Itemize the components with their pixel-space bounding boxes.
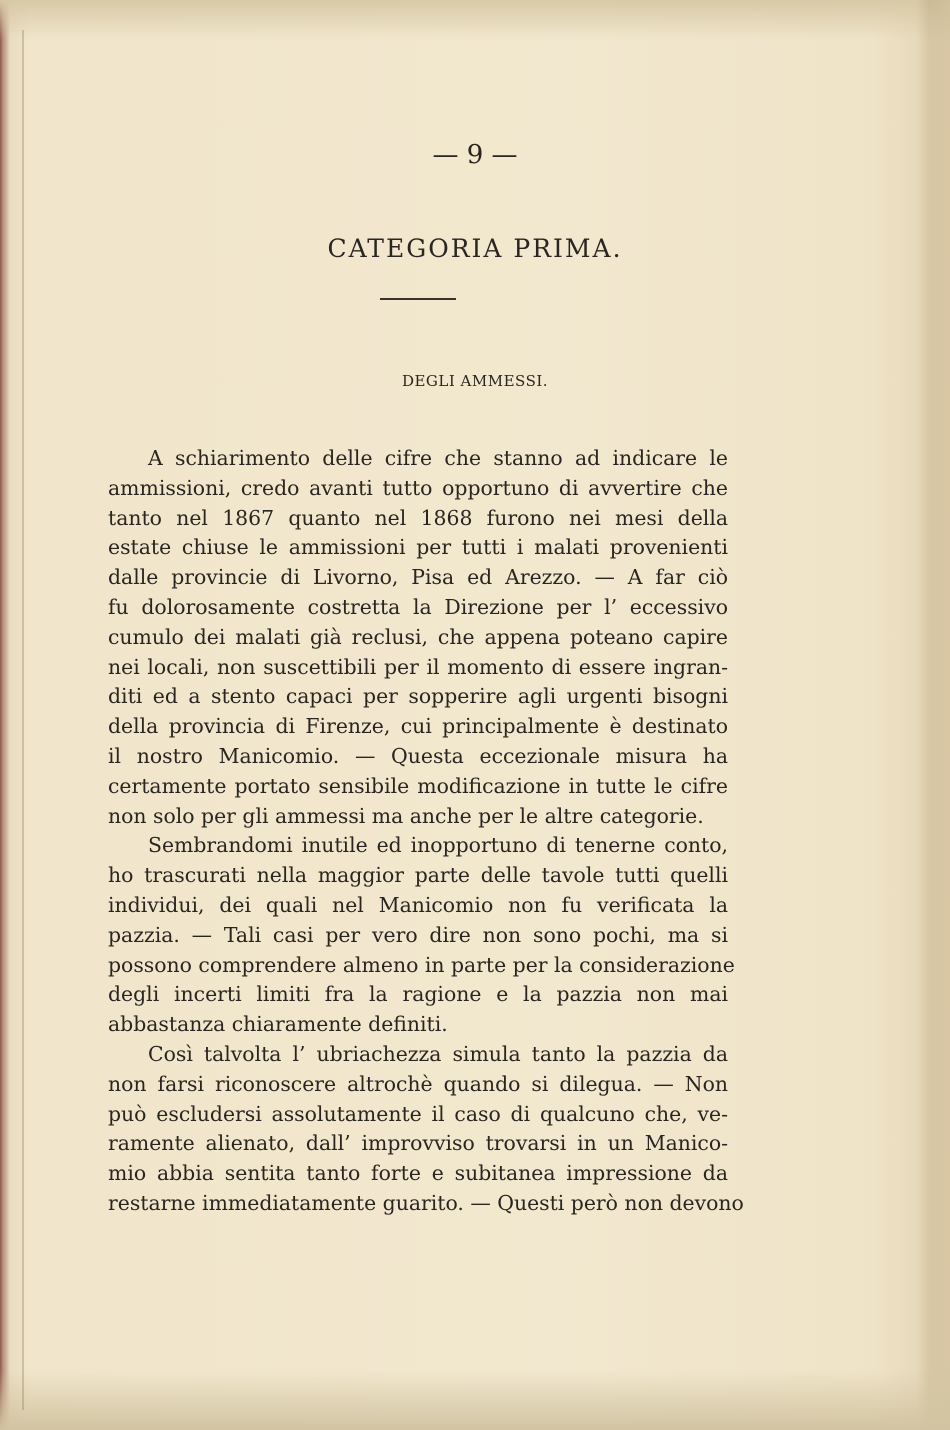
paragraph [108,1040,744,1219]
body-text [108,444,744,1219]
text-line: ammissioni, credo avanti tutto opportuno di avvertire che [108,475,728,500]
text-line: possono comprendere almeno in parte per la considerazione [108,952,735,977]
text-line: restarne immediatamente guarito. — Questi però non devono [108,1190,744,1215]
page-top-edge [0,0,950,40]
text-line: abbastanza chiaramente definiti. [108,1012,448,1037]
text-line: Sembrandomi inutile ed inopportuno di tenerne conto, [148,833,728,858]
text-line: pazzia. — Tali casi per vero dire non sono pochi, ma si [108,922,728,947]
chapter-heading: CATEGORIA PRIMA. [327,234,623,263]
text-line: Così talvolta l’ ubriachezza simula tanto la pazzia da [148,1041,728,1066]
text-line: cumulo dei malati già reclusi, che appena poteano capire [108,624,728,649]
page-number: — 9 — [432,140,518,170]
text-line: certamente portato sensibile modificazione in tutte le cifre [108,773,728,798]
text-line: tanto nel 1867 quanto nel 1868 furono nei mesi della [108,505,728,530]
text-line: fu dolorosamente costretta la Direzione per l’ eccessivo [108,594,728,619]
text-line: ho trascurati nella maggior parte delle tavole tutti quelli [108,863,728,888]
paragraph [108,444,728,831]
text-line: mio abbia sentita tanto forte e subitanea impressione da [108,1161,728,1186]
text-line: degli incerti limiti fra la ragione e la pazzia non mai [108,982,728,1007]
section-subheading: DEGLI AMMESSI. [401,372,549,390]
text-line: estate chiuse le ammissioni per tutti i malati provenienti [108,535,728,560]
text-line: diti ed a stento capaci per sopperire agli urgenti bisogni [108,684,728,709]
text-line: A schiarimento delle cifre che stanno ad indicare le [148,446,728,470]
page-bottom-edge [0,1370,950,1430]
text-line: non solo per gli ammessi ma anche per le altre categorie. [108,803,704,828]
text-line: della provincia di Firenze, cui principalmente è destinato [108,714,728,739]
text-line: dalle provincie di Livorno, Pisa ed Arezzo. — A far ciò [108,565,728,590]
text-line: non farsi riconoscere altrochè quando si dilegua. — Non [108,1071,728,1096]
text-line: il nostro Manicomio. — Questa eccezionale misura ha [108,743,728,768]
text-line: nei locali, non suscettibili per il momento di essere ingran- [108,654,728,679]
page-right-edge [916,0,950,1430]
text-line: ramente alienato, dall’ improvviso trovarsi in un Manico- [108,1131,728,1156]
text-line: individui, dei quali nel Manicomio non fu verificata la [108,892,728,917]
paragraph [108,831,735,1040]
heading-rule [380,298,456,300]
text-line: può escludersi assolutamente il caso di qualcuno che, ve- [108,1101,728,1126]
